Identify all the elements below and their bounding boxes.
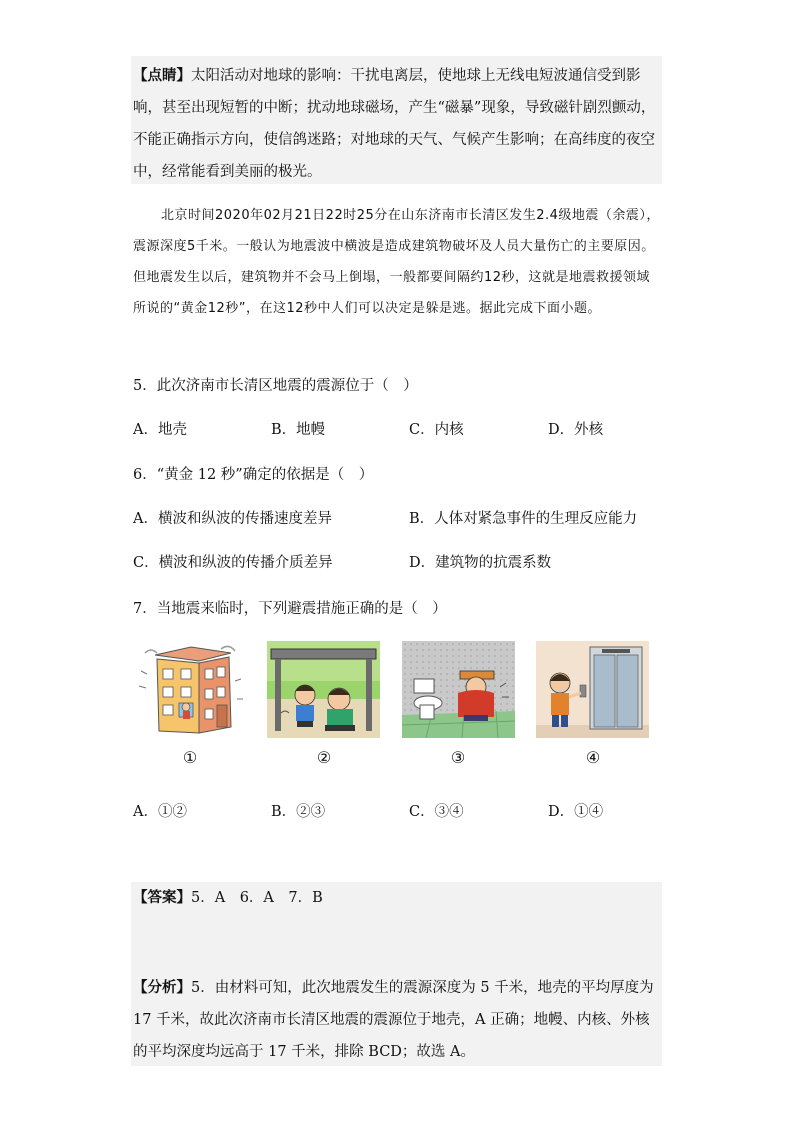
answer-text: 5．A 6．A 7．B bbox=[191, 890, 323, 906]
q7-option-c: C．③④ bbox=[409, 804, 464, 820]
q6-option-a: A．横波和纵波的传播速度差异 bbox=[133, 511, 332, 527]
q6-stem: 6．“黄金 12 秒”确定的依据是（ ） bbox=[133, 467, 374, 483]
dianjing-paragraph bbox=[133, 60, 661, 188]
q6-option-c: C．横波和纵波的传播介质差异 bbox=[133, 555, 333, 571]
q5-option-d: D．外核 bbox=[548, 422, 604, 438]
analysis-label: 【分析】 bbox=[133, 979, 191, 996]
answer-line bbox=[133, 882, 661, 914]
material-paragraph: 北京时间2020年02月21日22时25分在山东济南市长清区发生2.4级地震（余震），震源深度5千米。一般认为地震波中横波是造成建筑物破坏及人员大量伤亡的主要原因。但地震发生以后，建筑物并不会马上倒塌，一般都要间隔约12秒，这就是地震救援领域所说的“黄金12秒”，在这12秒中人们可以决定是躲是逃。据此完成下面小题。 bbox=[133, 208, 660, 316]
picture-building-window bbox=[133, 641, 246, 738]
q5-option-a: A．地壳 bbox=[133, 422, 187, 438]
q7-option-a: A．①② bbox=[133, 804, 187, 820]
caption-3: ③ bbox=[450, 748, 466, 767]
caption-1: ① bbox=[182, 748, 198, 767]
q7-option-b: B．②③ bbox=[271, 804, 326, 820]
picture-under-table bbox=[267, 641, 380, 738]
dianjing-label: 【点睛】 bbox=[133, 67, 191, 84]
answer-label: 【答案】 bbox=[133, 889, 191, 906]
caption-4: ④ bbox=[585, 748, 601, 767]
q6-option-b: B．人体对紧急事件的生理反应能力 bbox=[409, 511, 638, 527]
analysis-text: 5．由材料可知，此次地震发生的震源深度为 5 千米，地壳的平均厚度为 17 千米，故此次济南市长清区地震的震源位于地壳，A 正确；地幔、内核、外核的平均深度均远高于 17 千米，排除 BCD；故选 A。 bbox=[133, 980, 654, 1060]
q5-stem: 5．此次济南市长清区地震的震源位于（ ） bbox=[133, 378, 418, 394]
caption-2: ② bbox=[316, 748, 332, 767]
analysis-paragraph bbox=[133, 972, 661, 1068]
q7-option-d: D．①④ bbox=[548, 804, 604, 820]
picture-elevator bbox=[536, 641, 649, 738]
q7-stem: 7．当地震来临时，下列避震措施正确的是（ ） bbox=[133, 601, 447, 617]
q6-option-d: D．建筑物的抗震系数 bbox=[409, 555, 552, 571]
picture-bathroom bbox=[402, 641, 515, 738]
dianjing-text: 太阳活动对地球的影响：干扰电离层，使地球上无线电短波通信受到影响，甚至出现短暂的中断；扰动地球磁场，产生“磁暴”现象，导致磁针剧烈颤动，不能正确指示方向，使信鸽迷路；对地球的天气、气候产生影响；在高纬度的夜空中，经常能看到美丽的极光。 bbox=[133, 68, 656, 180]
q5-option-c: C．内核 bbox=[409, 422, 464, 438]
q5-option-b: B．地幔 bbox=[271, 422, 326, 438]
